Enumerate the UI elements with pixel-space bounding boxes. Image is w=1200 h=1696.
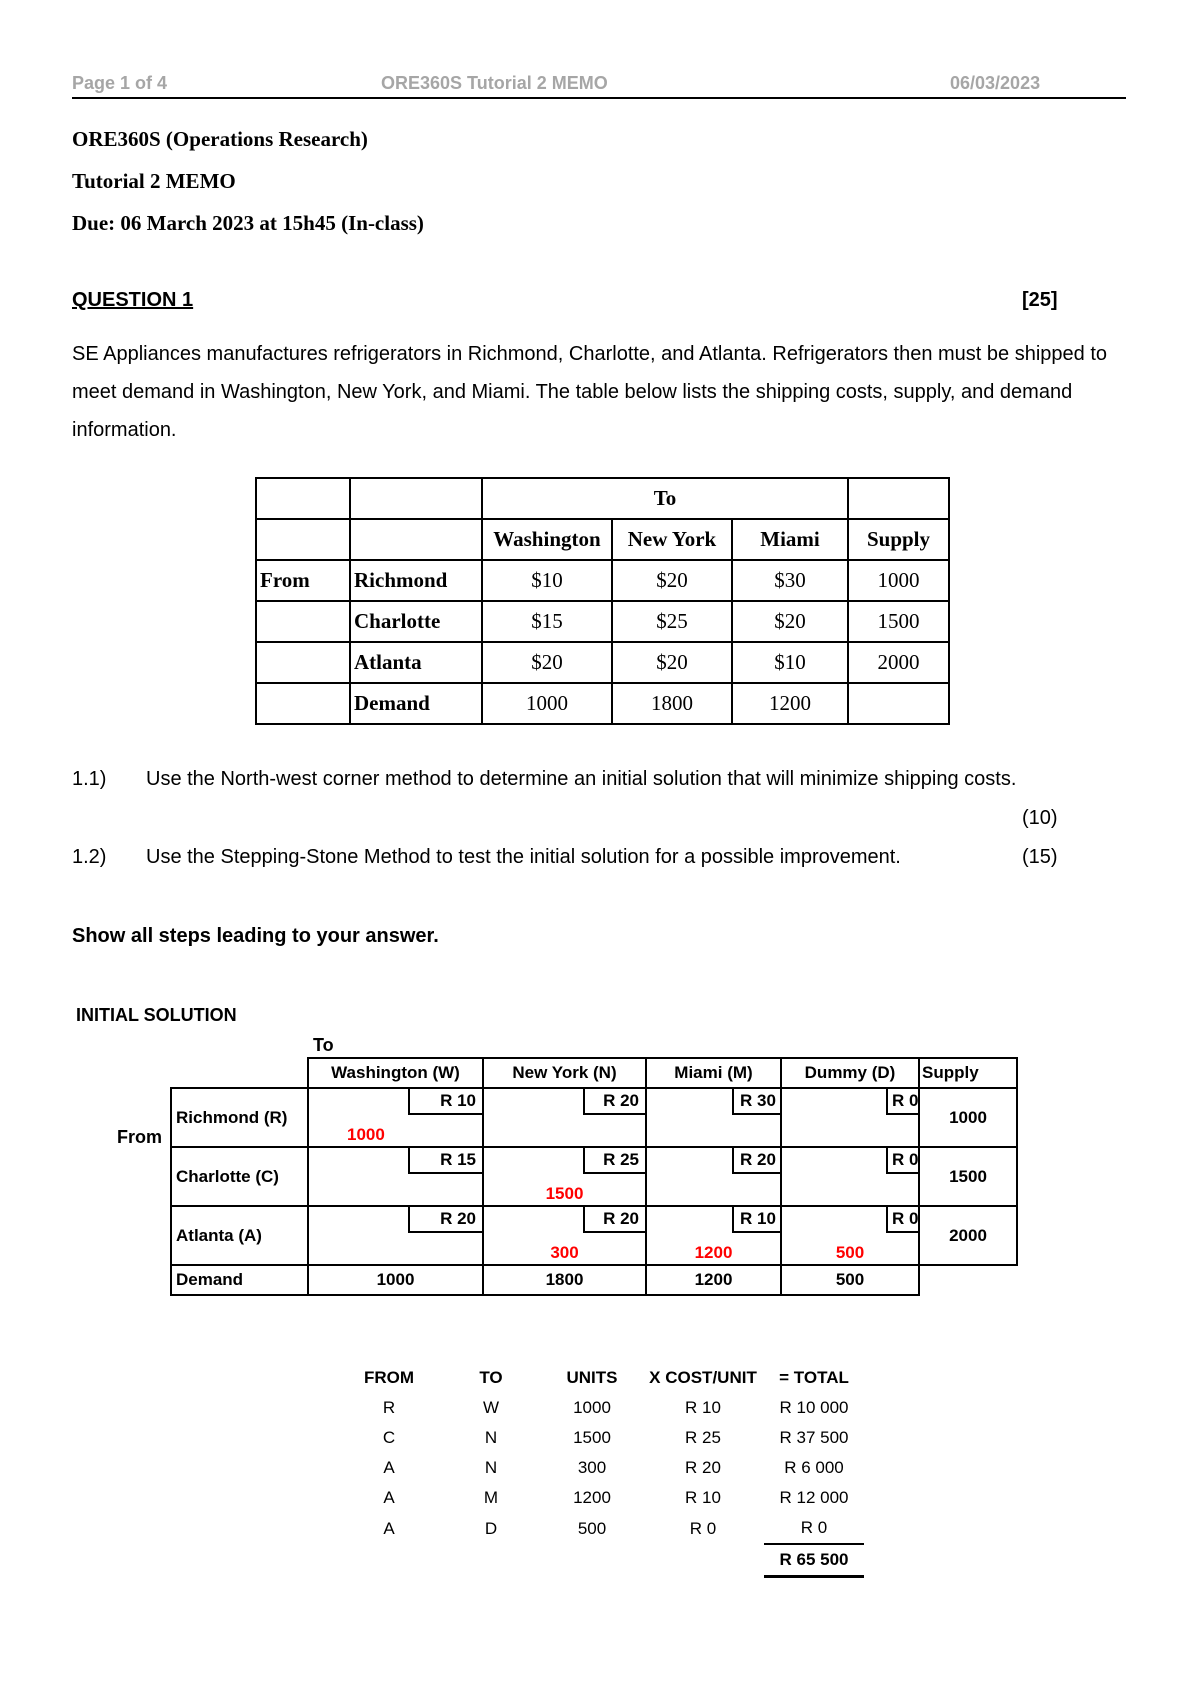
col-header: TO [479,1368,503,1387]
blank-cell [256,478,350,519]
allocation-cell [781,1206,919,1265]
table-cell: $20 [612,560,732,601]
allocation-cell [781,1147,919,1206]
problem-table [255,477,950,725]
table-cell: R 20 [685,1458,721,1477]
table-cell: $15 [482,601,612,642]
table-cell: 500 [577,1518,607,1538]
demand-cell: 1800 [483,1265,646,1295]
allocation-cell [646,1147,781,1206]
table-cell: 1200 [573,1488,611,1507]
instruction: Show all steps leading to your answer. [72,925,439,947]
allocation-value: 1000 [347,1125,385,1144]
col-header: Washington (W) [308,1058,483,1088]
table-cell: N [484,1428,498,1447]
blank-cell [919,1265,1017,1295]
allocation-cell [781,1088,919,1147]
table-cell: 1000 [482,683,612,724]
allocation-value: 300 [550,1243,579,1262]
table-cell: R 10 [685,1488,721,1507]
row-header: Richmond (R) [171,1088,308,1147]
cost-box: R 20 [732,1148,780,1174]
grand-total: R 65 500 [764,1544,864,1577]
blank-cell [338,1544,440,1577]
initial-solution-table [170,1057,1018,1296]
table-cell: M [483,1488,499,1507]
allocation-value: 1500 [545,1184,584,1203]
row-header: Charlotte [350,601,482,642]
row-header: Atlanta [350,642,482,683]
question-text: SE Appliances manufactures refrigerators in Richmond, Charlotte, and Atlanta. Refrigerators then must be shipped to meet demand in Washington, New York, and Miami. The table below lists the shipping costs, supply, and demand information. [72,343,1107,441]
blank-cell [256,683,350,724]
col-header: Washington [482,519,612,560]
blank-cell [350,478,482,519]
header-title: ORE360S Tutorial 2 MEMO [381,73,608,93]
allocation-cell [308,1147,483,1206]
col-header: New York [612,519,732,560]
page-number: Page 1 of 4 [72,73,168,93]
cost-box: R 0 [886,1207,918,1233]
col-header: = TOTAL [779,1368,849,1387]
table-cell: 1000 [573,1398,611,1417]
subquestion-number: 1.1) [72,768,107,790]
table-cell: R 10 000 [779,1398,849,1417]
table-cell: $25 [612,601,732,642]
blank-cell [256,519,350,560]
table-cell [848,683,949,724]
table-cell: 1500 [573,1428,611,1447]
subquestion-text: Use the Stepping-Stone Method to test the initial solution for a possible improvement. [146,846,901,868]
row-header: Demand [171,1265,308,1295]
table-cell: 1800 [612,683,732,724]
cost-box: R 0 [886,1148,918,1174]
allocation-cell [308,1088,483,1147]
table-cell: $20 [482,642,612,683]
supply-cell: 1000 [919,1088,1017,1147]
table-cell: $10 [482,560,612,601]
table-cell: R 37 500 [779,1428,849,1447]
blank-cell [642,1544,764,1577]
col-header: Supply [848,519,949,560]
allocation-cell [646,1088,781,1147]
from-label: From [256,560,350,601]
col-header: UNITS [566,1368,618,1387]
allocation-value: 1200 [694,1243,733,1262]
table-cell: A [383,1488,395,1507]
tutorial-title: Tutorial 2 MEMO [72,169,236,193]
cost-box: R 30 [732,1089,780,1115]
allocation-cell [308,1206,483,1265]
blank-cell [256,601,350,642]
table-cell: $30 [732,560,848,601]
demand-cell: 1200 [646,1265,781,1295]
course-title: ORE360S (Operations Research) [72,127,368,151]
row-header: Demand [350,683,482,724]
blank-cell [171,1058,308,1088]
col-header: X COST/UNIT [649,1368,757,1387]
col-header: Dummy (D) [781,1058,919,1088]
col-header: Miami (M) [646,1058,781,1088]
cost-box: R 25 [583,1148,645,1174]
table-cell: $20 [732,601,848,642]
subquestion-text: Use the North-west corner method to determine an initial solution that will minimize shipping costs. [146,768,1017,790]
table-cell: R 10 [685,1398,721,1417]
blank-cell [440,1544,542,1577]
table-cell: 1200 [732,683,848,724]
cost-box: R 20 [583,1207,645,1233]
col-header: New York (N) [483,1058,646,1088]
due-date: Due: 06 March 2023 at 15h45 (In-class) [72,211,424,235]
to-label: To [482,478,848,519]
initial-solution-label: INITIAL SOLUTION [76,1005,237,1025]
supply-cell: 2000 [919,1206,1017,1265]
table-cell: 1500 [848,601,949,642]
row-header: Richmond [350,560,482,601]
header-rule [72,97,1126,99]
blank-cell [848,478,949,519]
table-cell: 1000 [848,560,949,601]
cost-box: R 10 [408,1089,482,1115]
blank-cell [350,519,482,560]
table-cell: A [383,1458,395,1477]
col-header: Miami [732,519,848,560]
table-cell: $10 [732,642,848,683]
allocation-cell [483,1206,646,1265]
table-cell: C [382,1428,396,1447]
cost-box: R 20 [583,1089,645,1115]
table-cell: N [484,1458,498,1477]
table-cell: R [382,1398,396,1417]
table-cell: W [482,1398,500,1417]
allocation-cell [646,1206,781,1265]
col-header: Supply [919,1058,1017,1088]
table-cell: D [484,1518,498,1538]
table-cell: R 6 000 [784,1458,844,1477]
table-cell: R 25 [685,1428,721,1447]
question-heading: QUESTION 1 [72,289,194,311]
row-header: Charlotte (C) [171,1147,308,1206]
col-header: FROM [363,1368,415,1387]
subquestion-marks: (15) [1022,846,1058,868]
cost-box: R 10 [732,1207,780,1233]
row-header: Atlanta (A) [171,1206,308,1265]
table-cell: 2000 [848,642,949,683]
cost-box: R 15 [408,1148,482,1174]
from-label: From [117,1127,162,1147]
table-cell: A [383,1518,395,1538]
table-cell: R 0 [800,1518,828,1537]
table-cell: 300 [577,1458,607,1477]
supply-cell: 1500 [919,1147,1017,1206]
blank-cell [256,642,350,683]
allocation-value: 500 [835,1243,865,1262]
cost-box: R 20 [408,1207,482,1233]
subquestion-number: 1.2) [72,846,107,868]
allocation-cell [483,1088,646,1147]
subquestion-marks: (10) [1022,807,1058,829]
cost-summary-table [338,1363,864,1578]
cost-box: R 0 [886,1089,918,1115]
table-cell: R 0 [689,1518,717,1538]
demand-cell: 1000 [308,1265,483,1295]
demand-cell: 500 [781,1265,919,1295]
header-date: 06/03/2023 [950,73,1041,93]
table-cell: $20 [612,642,732,683]
blank-cell [542,1544,642,1577]
allocation-cell [483,1147,646,1206]
question-marks: [25] [1022,289,1058,311]
to-label: To [313,1035,334,1055]
table-cell: R 12 000 [779,1488,849,1507]
